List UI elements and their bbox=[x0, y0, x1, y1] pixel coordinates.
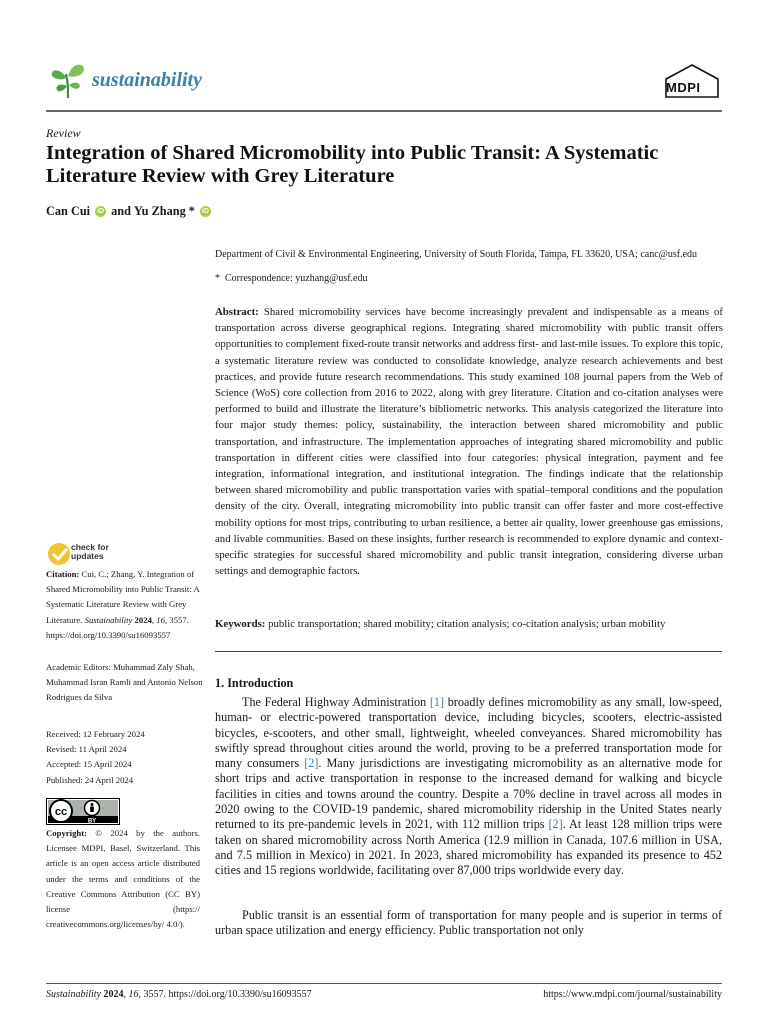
academic-editors: Academic Editors: Muhammad Zaly Shah, Muhammad Isran Ramli and Antonio Nelson Rodrigues da Silva bbox=[46, 662, 203, 703]
reference-link[interactable]: [1] bbox=[429, 695, 445, 709]
article-title: Integration of Shared Micromobility into Public Transit: A Systematic Literature Review with Grey Literature bbox=[46, 142, 659, 187]
orcid-icon[interactable]: iD bbox=[97, 208, 105, 215]
reference-link[interactable]: [2] bbox=[304, 756, 319, 771]
cc-mark: cc bbox=[54, 806, 68, 818]
citation-journal: Sustainability bbox=[84, 614, 133, 625]
author-name[interactable]: Can Cui bbox=[46, 204, 91, 218]
footer-citation: Sustainability 2024, 16, 3557. https://doi.org/10.3390/su16093557 bbox=[46, 989, 312, 1000]
footer-volume: 16 bbox=[128, 989, 139, 1000]
keywords-label: Keywords: bbox=[215, 618, 266, 630]
revised-date: Revised: 11 April 2024 bbox=[46, 744, 127, 755]
abstract-text: Shared micromobility services have become increasingly prevalent and indispensable as a means of transportation across diverse geographical regions. Integrating shared micromobility with public transit offers opportunities to complement fixed-route transit networks and address first- and last-mile issues. To explore this topic, a systematic literature review was conducted to consolidate knowledge, analyze research achievements and best practices, and provide future research recommendations. This study examined 108 journal papers from the Web of Science (WoS) core collection from 2016 to 2022, along with grey literature. Citation and co-citation analyses were performed to build and illustrate the literature’s bibliometric networks. This analysis categorized the literature into four major study themes: policy, sustainability, the interaction between shared micromobility and public transportation, and infrastructure. The implementation approaches of integrating shared micromobility and public transportation in different cities were classified into four categories: physical integration, payment and fee integration, informational integration, and institutional integration. The findings indicate that the relationship between shared micromobility and public transportation varies with spatial–temporal conditions and the population density of the city. Overall, integrating micromobility into public transit can offer faster and more cost-effective mobility options for most trips, contributing to urban resilience, a better air quality, lower greenhouse gas emissions, and livable communities. Based on these insights, further research is recommended to explore dynamic and context-specific strategies for successful shared micromobility and public transit integration, considering diverse urban settings and demographic factors. bbox=[215, 306, 724, 578]
footer-year: 2024 bbox=[103, 989, 124, 1000]
check-line2: updates bbox=[71, 551, 104, 561]
corresponding-mark: * bbox=[188, 204, 195, 218]
correspondence-text: Correspondence: yuzhang@usf.edu bbox=[225, 273, 368, 284]
footer-journal-url[interactable]: https://www.mdpi.com/journal/sustainability bbox=[543, 989, 722, 1000]
check-line1: check for bbox=[71, 542, 109, 552]
keywords bbox=[215, 617, 723, 631]
citation-volume: 16 bbox=[156, 614, 165, 625]
received-date: Received: 12 February 2024 bbox=[46, 729, 145, 739]
orcid-icon[interactable]: iD bbox=[201, 208, 209, 215]
correspondence-mark: * bbox=[215, 273, 220, 284]
copyright-label: Copyright: bbox=[46, 828, 88, 838]
accepted-date: Accepted: 15 April 2024 bbox=[46, 759, 132, 770]
author-list bbox=[46, 204, 213, 219]
cc-by-license-icon[interactable] bbox=[46, 798, 120, 825]
abstract-divider bbox=[215, 651, 722, 652]
check-for-updates-button[interactable] bbox=[71, 543, 109, 561]
citation: Citation: Cui, C.; Zhang, Y. Integration of Shared Micromobility into Public Transit: A Systematic Literature Review with Grey Literature. Sustainability 2024, 16, 3557. https://doi.org/10.3390/su16093557 bbox=[46, 569, 200, 640]
copyright-text: © 2024 by the authors. Licensee MDPI, Basel, Switzerland. This article is an open access article distributed under the terms and conditions of the Creative Commons Attribution (CC BY) license (https:// creativecommons.org/licenses/by/ 4.0/). bbox=[46, 828, 200, 930]
intro-paragraph: Public transit is an essential form of transportation for many people and is superior in terms of urban space utilization and energy efficiency. Public transportation not only bbox=[215, 908, 722, 938]
by-mark: BY bbox=[87, 818, 97, 825]
copyright-notice bbox=[46, 826, 200, 932]
abstract-label: Abstract: bbox=[215, 306, 259, 318]
journal-leaf-logo bbox=[46, 58, 90, 102]
check-for-updates-icon[interactable] bbox=[46, 541, 74, 569]
publisher-name: MDPI bbox=[666, 80, 701, 95]
paragraph-text: . Many jurisdictions are investigating micromobility as an alternative mode for short trips and active transportation in response to the increased demand for walking and bicycle facilities in cities and towns around the country. Despite a 70% decline in travel across all modes in 2020 owing to the COVID-19 pandemic, shared micromobility ridership in the United States nearly returned to its pre-pandemic levels in 2021, with 112 million trips bbox=[215, 756, 722, 832]
published-date: Published: 24 April 2024 bbox=[46, 774, 134, 785]
article-type: Review bbox=[46, 126, 81, 140]
reference-link[interactable]: [2] bbox=[548, 817, 563, 832]
correspondence bbox=[215, 272, 723, 285]
citation-label: Citation: bbox=[46, 569, 80, 579]
footer-doi[interactable]: , 3557. https://doi.org/10.3390/su16093557 bbox=[138, 989, 312, 1000]
footer-journal: Sustainability bbox=[46, 989, 101, 1000]
affiliation: Department of Civil & Environmental Engineering, University of South Florida, Tampa, FL 33620, USA; canc@usf.edu bbox=[215, 249, 698, 260]
paragraph-text: . At least 128 million trips were taken on shared micromobility across North America (12.9 million in Canada, 107.6 million in USA, and 7.5 million in Mexico) in 2021. In 2023, shared micromobility has expanded its presence to 452 cities and 15 regions worldwide, facilitating over 87,000 trips worldwide every day. bbox=[215, 817, 722, 878]
section-heading: 1. Introduction bbox=[215, 676, 294, 690]
citation-text: Cui, C.; Zhang, Y. Integration of Shared Micromobility into Public Transit: A Systematic Literature Review with Grey Literature. bbox=[46, 569, 200, 625]
author-conjunction: and bbox=[111, 204, 131, 218]
abstract bbox=[215, 304, 723, 579]
citation-doi[interactable]: , 3557. https://doi.org/10.3390/su16093557 bbox=[46, 614, 189, 640]
paragraph-text: The Federal Highway Administration bbox=[242, 695, 430, 709]
citation-year: 2024 bbox=[134, 614, 152, 625]
journal-name: sustainability bbox=[92, 69, 203, 91]
header-divider bbox=[46, 110, 722, 112]
article-dates bbox=[46, 727, 206, 788]
keywords-text: public transportation; shared mobility; citation analysis; co-citation analysis; urban mobility bbox=[268, 618, 666, 630]
author-name[interactable]: Yu Zhang bbox=[133, 204, 186, 218]
intro-paragraph bbox=[215, 695, 722, 879]
footer-divider bbox=[46, 983, 722, 984]
paragraph-text: broadly defines micromobility as any small, low-speed, human- or electric-powered transportation device, including bicycles, scooters, electric-assisted bicycles, e-scooters, and other small, lightweight, wheeled conveyances. Shared micromobility has swiftly spread throughout cities around the world, proving to be a preferred transportation mode for many consumers bbox=[215, 695, 722, 771]
